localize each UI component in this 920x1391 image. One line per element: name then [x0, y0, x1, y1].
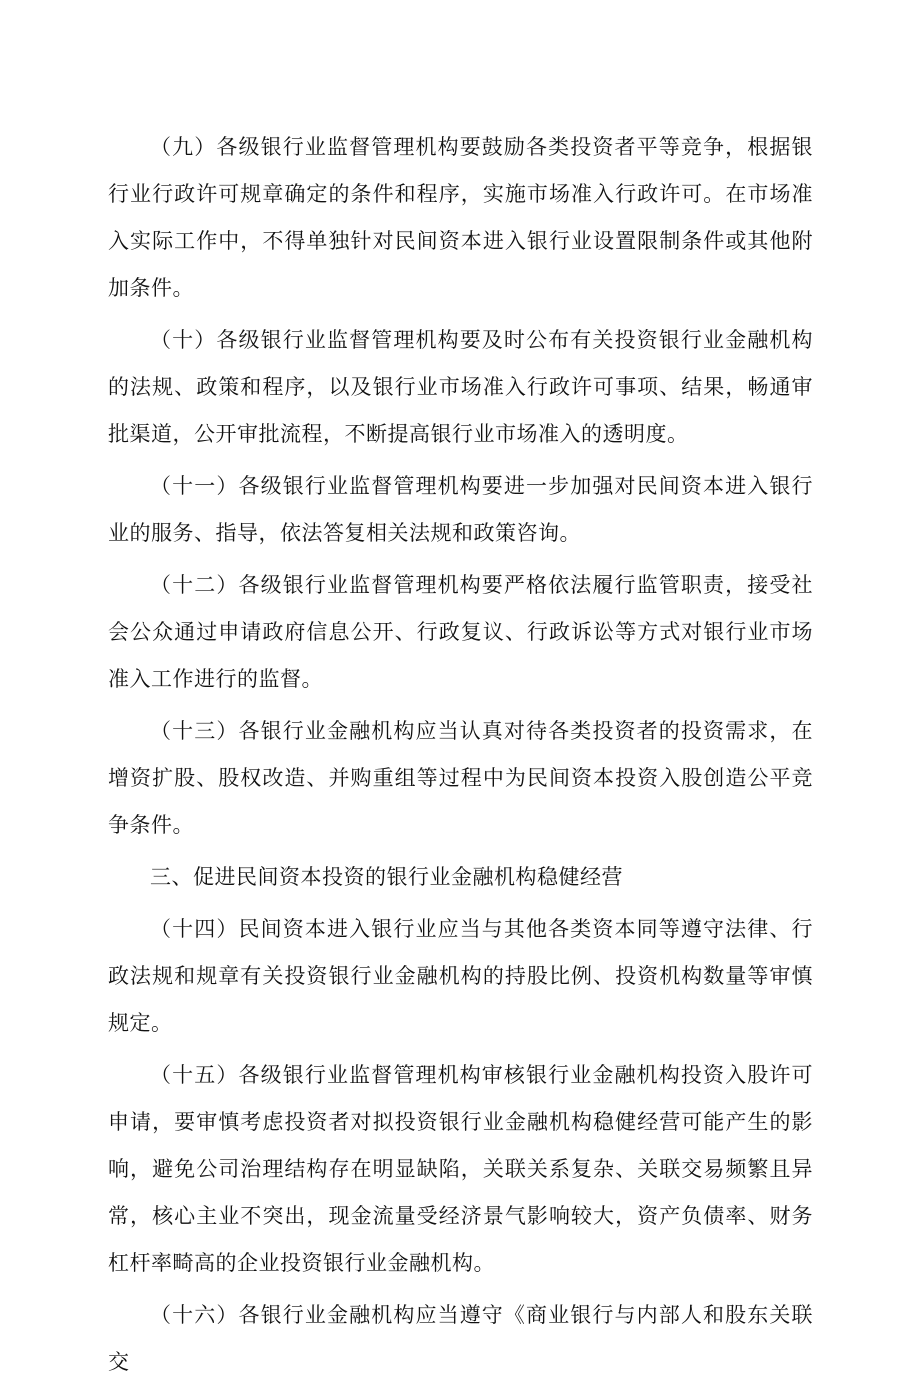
paragraph-11: （十一）各级银行业监督管理机构要进一步加强对民间资本进入银行业的服务、指导，依法答复相关法规和政策咨询。: [108, 474, 813, 545]
section-heading-3: 三、促进民间资本投资的银行业金融机构稳健经营: [150, 865, 623, 889]
paragraph-15: （十五）各级银行业监督管理机构审核银行业金融机构投资入股许可申请，要审慎考虑投资者对拟投资银行业金融机构稳健经营可能产生的影响，避免公司治理结构存在明显缺陷，关联关系复杂、关联交易频繁且异常，核心主业不突出，现金流量受经济景气影响较大，资产负债率、财务杠杆率畸高的企业投资银行业金融机构。: [108, 1063, 813, 1275]
paragraph-9: （九）各级银行业监督管理机构要鼓励各类投资者平等竞争，根据银行业行政许可规章确定的条件和程序，实施市场准入行政许可。在市场准入实际工作中，不得单独针对民间资本进入银行业设置限制条件或其他附加条件。: [108, 135, 813, 300]
document-body: [108, 124, 813, 1391]
paragraph-12: （十二）各级银行业监督管理机构要严格依法履行监管职责，接受社会公众通过申请政府信息公开、行政复议、行政诉讼等方式对银行业市场准入工作进行的监督。: [108, 573, 813, 691]
paragraph-14: （十四）民间资本进入银行业应当与其他各类资本同等遵守法律、行政法规和规章有关投资银行业金融机构的持股比例、投资机构数量等审慎规定。: [108, 917, 813, 1035]
paragraph-13: （十三）各银行业金融机构应当认真对待各类投资者的投资需求，在增资扩股、股权改造、并购重组等过程中为民间资本投资入股创造公平竞争条件。: [108, 719, 813, 837]
paragraph-16: （十六）各银行业金融机构应当遵守《商业银行与内部人和股东关联交: [108, 1303, 813, 1374]
paragraph-10: （十）各级银行业监督管理机构要及时公布有关投资银行业金融机构的法规、政策和程序，以及银行业市场准入行政许可事项、结果，畅通审批渠道，公开审批流程，不断提高银行业市场准入的透明度。: [108, 328, 813, 446]
